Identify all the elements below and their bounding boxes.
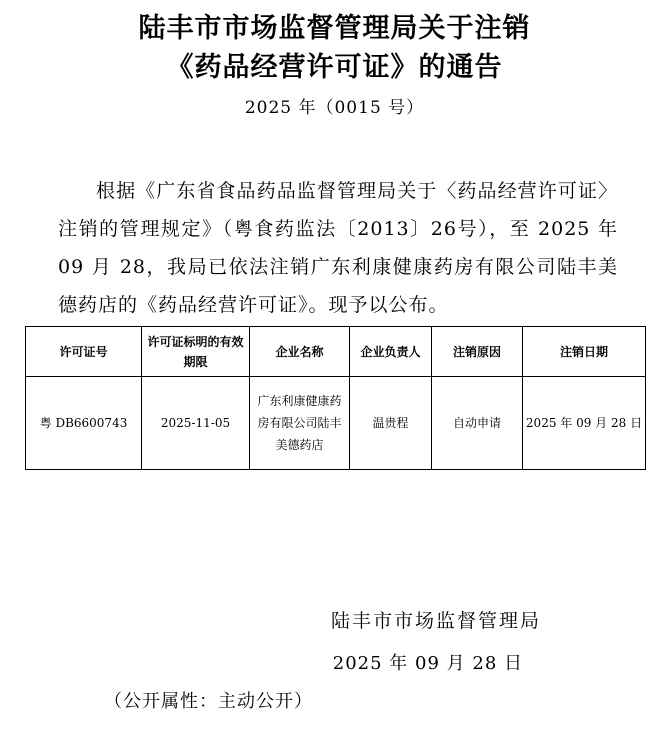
cell-license-number: 粤 DB6600743 [26,377,142,470]
header-revocation-date: 注销日期 [523,327,646,377]
header-responsible-person: 企业负责人 [350,327,432,377]
table-row [26,377,646,470]
revocation-table [25,326,646,470]
document-number: 2025 年（0015 号） [244,98,425,118]
header-revocation-reason: 注销原因 [432,327,523,377]
header-company-name: 企业名称 [250,327,350,377]
issue-date: 2025 年 09 月 28 日 [332,653,523,674]
title-line-1: 陆丰市市场监督管理局关于注销 [138,13,531,44]
issuing-authority: 陆丰市市场监督管理局 [330,610,541,632]
header-validity-period: 许可证标明的有效期限 [142,327,250,377]
cell-validity-period: 2025-11-05 [142,377,250,470]
cell-company-name: 广东利康健康药房有限公司陆丰美德药店 [250,377,350,470]
cell-responsible-person: 温贵程 [350,377,432,470]
notice-body: 根据《广东省食品药品监督管理局关于〈药品经营许可证〉注销的管理规定》（粤食药监法〔2013〕26号），至 2025 年 09 月 28，我局已依法注销广东利康健康药房有限公司陆丰美德药店的《药品经营许可证》。现予以公布。 [58,180,618,316]
cell-revocation-reason: 自动申请 [432,377,523,470]
table-header-row [26,327,646,377]
title-line-2: 《药品经营许可证》的通告 [166,52,503,83]
header-license-number: 许可证号 [26,327,142,377]
disclosure-attribute: （公开属性：主动公开） [104,691,313,712]
cell-revocation-date: 2025 年 09 月 28 日 [523,377,646,470]
